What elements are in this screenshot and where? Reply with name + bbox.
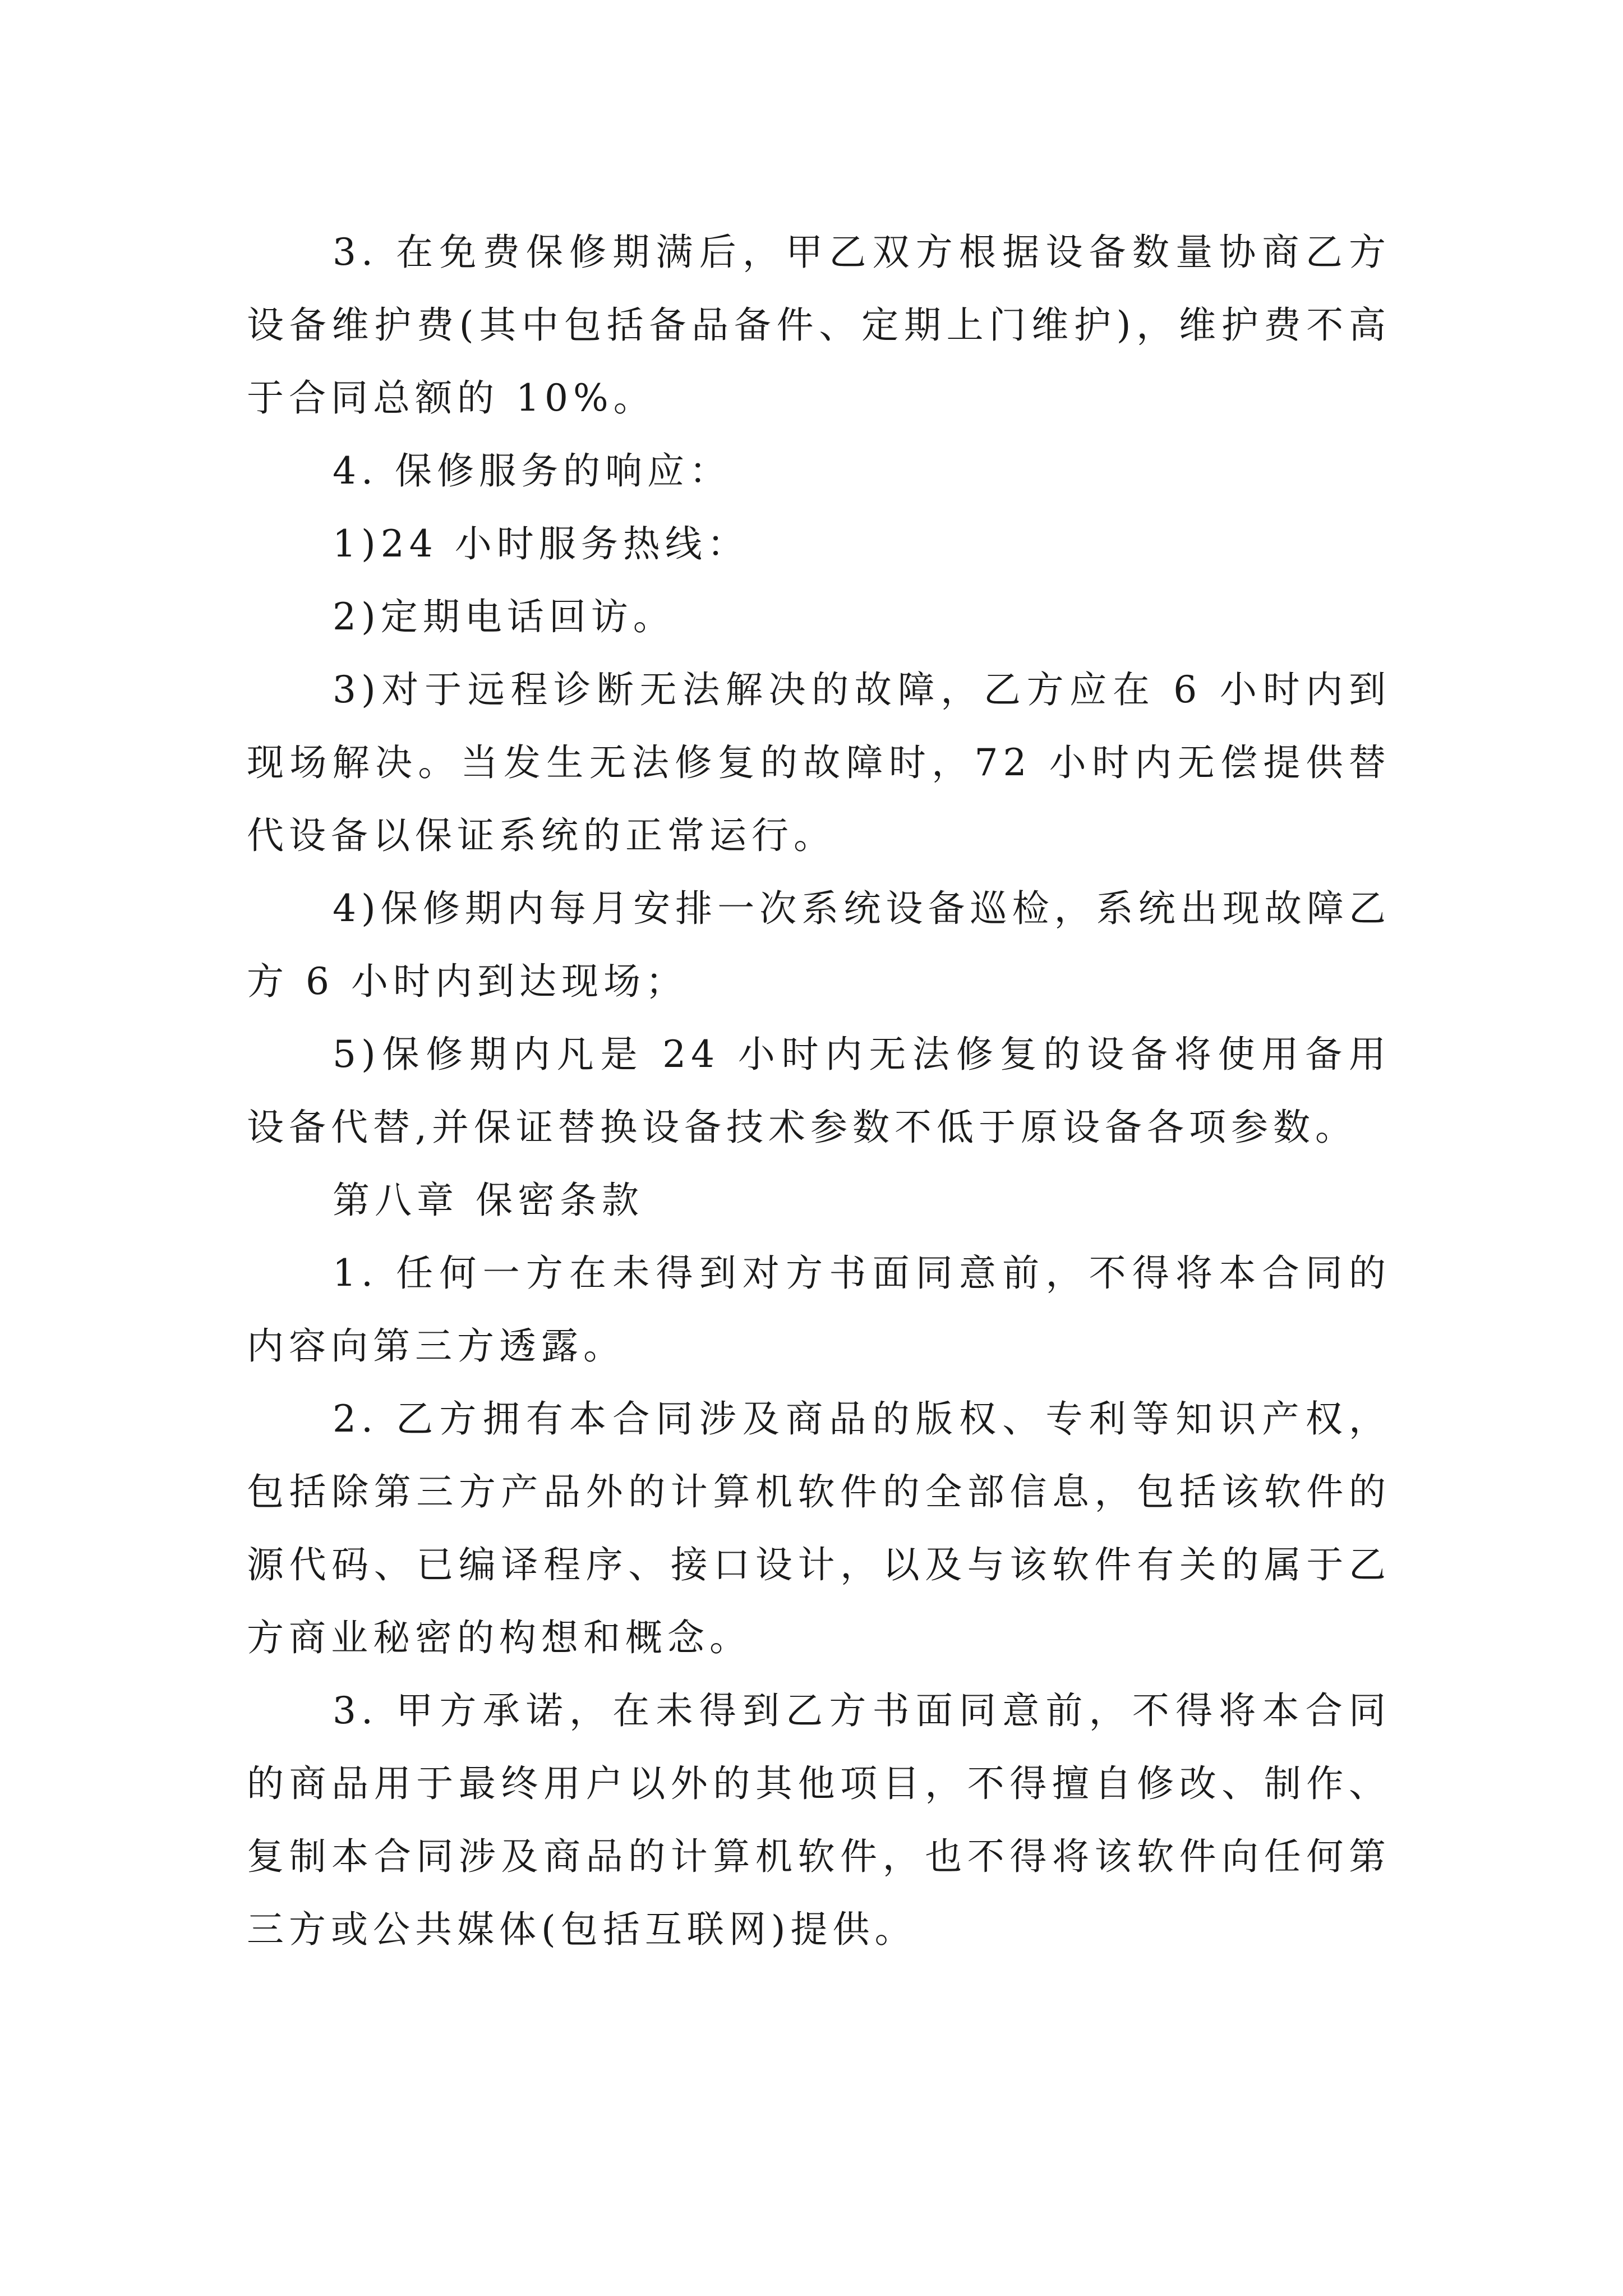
paragraph-confidentiality-2: 2. 乙方拥有本合同涉及商品的版权、专利等知识产权，包括除第三方产品外的计算机软件的全部信息，包括该软件的源代码、已编译程序、接口设计，以及与该软件有关的属于乙方商业秘密的构想和概念。: [247, 1397, 1391, 1659]
paragraph-phone-follow-up: 2)定期电话回访。: [333, 595, 675, 638]
chapter-heading-confidentiality: 第八章 保密条款: [333, 1179, 644, 1222]
paragraph-onsite-repair: 3)对于远程诊断无法解决的故障，乙方应在 6 小时内到现场解决。当发生无法修复的故障时，72 小时内无偿提供替代设备以保证系统的正常运行。: [247, 668, 1391, 857]
paragraph-warranty-response-heading: 4. 保修服务的响应：: [333, 449, 731, 493]
document-body: [247, 216, 1391, 1966]
paragraph-warranty-maintenance-fee: 3. 在免费保修期满后，甲乙双方根据设备数量协商乙方设备维护费(其中包括备品备件、定期上门维护)，维护费不高于合同总额的 10%。: [247, 231, 1391, 420]
paragraph-service-hotline: 1)24 小时服务热线：: [333, 522, 749, 565]
paragraph-confidentiality-1: 1. 任何一方在未得到对方书面同意前，不得将本合同的内容向第三方透露。: [247, 1251, 1391, 1368]
paragraph-confidentiality-3: 3. 甲方承诺，在未得到乙方书面同意前，不得将本合同的商品用于最终用户以外的其他项目，不得擅自修改、制作、复制本合同涉及商品的计算机软件，也不得将该软件向任何第三方或公共媒体(包括互联网)提供。: [247, 1689, 1391, 1951]
paragraph-backup-equipment: 5)保修期内凡是 24 小时内无法修复的设备将使用备用设备代替,并保证替换设备技术参数不低于原设备各项参数。: [247, 1033, 1391, 1149]
paragraph-monthly-inspection: 4)保修期内每月安排一次系统设备巡检，系统出现故障乙方 6 小时内到达现场；: [247, 887, 1391, 1003]
